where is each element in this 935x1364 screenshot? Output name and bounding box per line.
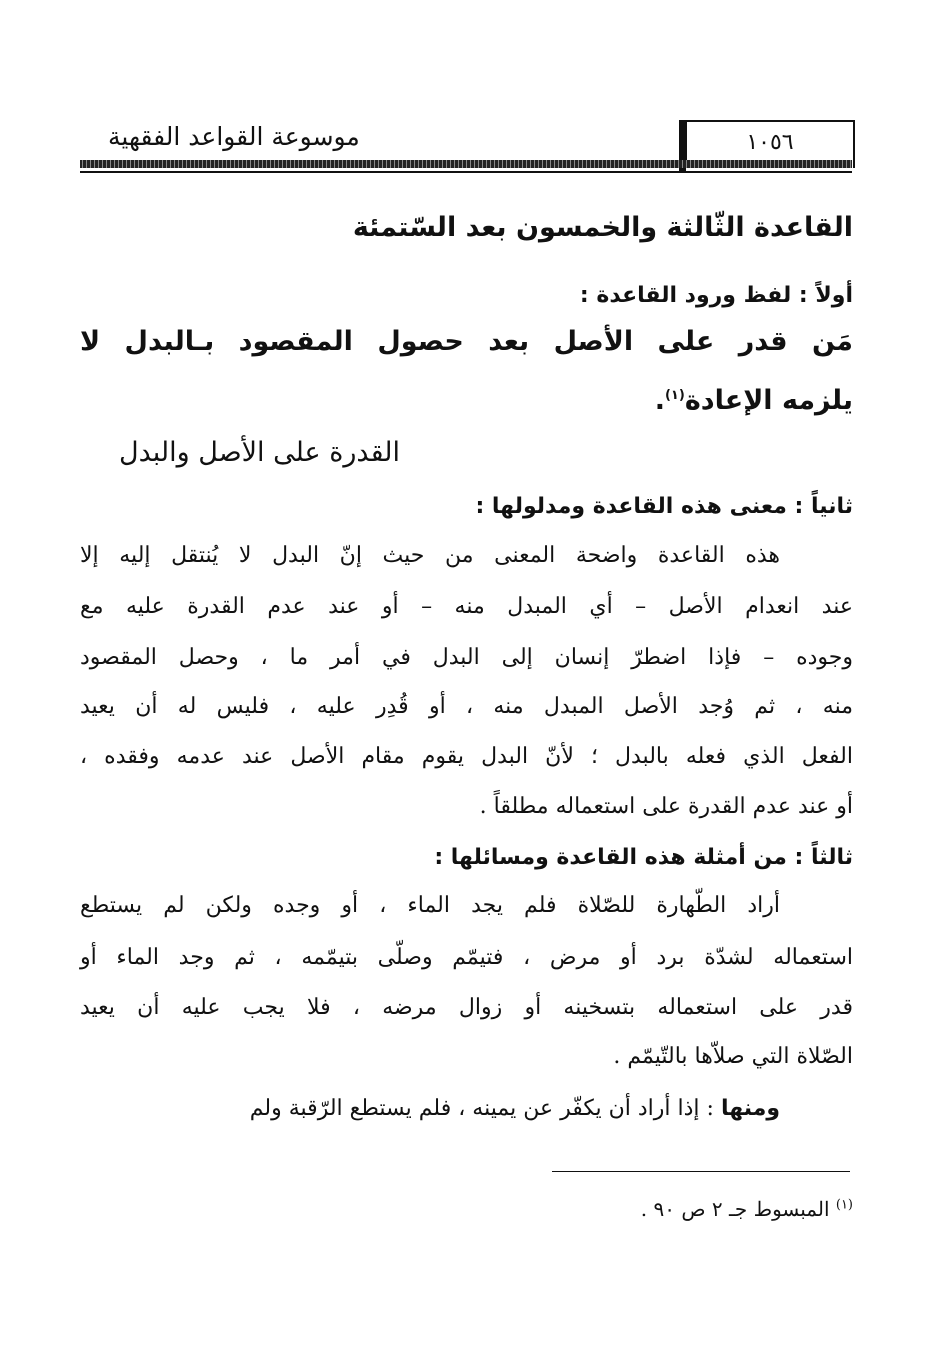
section-heading: القاعدة الثّالثة والخمسون بعد السّتمئة	[352, 212, 853, 243]
last-line-rest: : إذا أراد أن يكفّر عن يمينه ، فلم يستطع الرّقبة ولم	[249, 1096, 721, 1121]
book-title: موسوعة القواعد الفقهية	[108, 122, 360, 151]
footnote-rule	[552, 1171, 850, 1172]
header-rule-thin	[80, 171, 852, 173]
footnote-number: (١)	[835, 1197, 853, 1213]
footnote-text: المبسوط جـ ٢ ص ٩٠ .	[640, 1197, 830, 1221]
second-label: ثانياً : معنى هذه القاعدة ومدلولها :	[475, 494, 853, 519]
rule-line-1: مَن قدر على الأصل بعد حصول المقصود بـالبدل لا	[80, 326, 853, 357]
rule-line-2	[655, 385, 853, 417]
first-label: أولاً : لفظ ورود القاعدة :	[579, 283, 853, 308]
last-line	[80, 1096, 780, 1122]
example-line-3: قدر على استعماله بتسخينه أو زوال مرضه ، فلا يجب عليه أن يعيد	[80, 995, 853, 1020]
third-label: ثالثاً : من أمثلة هذه القاعدة ومسائلها :	[434, 845, 853, 870]
rule-caption: القدرة على الأصل والبدل	[118, 437, 400, 468]
meaning-line-5: الفعل الذي فعله بالبدل ؛ لأنّ البدل يقوم مقام الأصل عند عدمه وفقده ،	[80, 744, 853, 769]
meaning-line-3: وجوده – فإذا اضطرّ إنسان إلى البدل في أمر ما ، وحصل المقصود	[80, 645, 853, 670]
rule-line-2-text: يلزمه الإعادة	[684, 385, 853, 416]
rule-end: .	[654, 385, 665, 416]
meaning-line-1: هذه القاعدة واضحة المعنى من حيث إنّ البدل لا يُنتقل إليه إلا	[80, 543, 780, 568]
example-line-2: استعماله لشدّة برد أو مرض ، فتيمّم وصلّى بتيمّمه ، ثم وجد الماء أو	[80, 945, 853, 970]
meaning-line-4: منه ، ثم وُجد الأصل المبدل منه ، أو قُدِر عليه ، فليس له أن يعيد	[80, 694, 853, 719]
last-line-bold: ومنها	[720, 1096, 780, 1121]
example-line-1: أراد الطّهارة للصّلاة فلم يجد الماء ، أو وجده ولكن لم يستطع	[80, 893, 780, 918]
footnote-ref: (١)	[664, 388, 685, 403]
page-number: ١٠٥٦	[746, 130, 794, 155]
footnote	[641, 1197, 853, 1221]
example-line-4: الصّلاة التي صلاّها بالتّيمّم .	[613, 1044, 853, 1069]
meaning-line-2: عند انعدام الأصل – أي المبدل منه – أو عند عدم القدرة عليه مع	[80, 594, 853, 619]
header-rule	[80, 160, 852, 168]
meaning-line-6: أو عند عدم القدرة على استعماله مطلقاً .	[479, 794, 853, 819]
page-header	[80, 118, 852, 178]
